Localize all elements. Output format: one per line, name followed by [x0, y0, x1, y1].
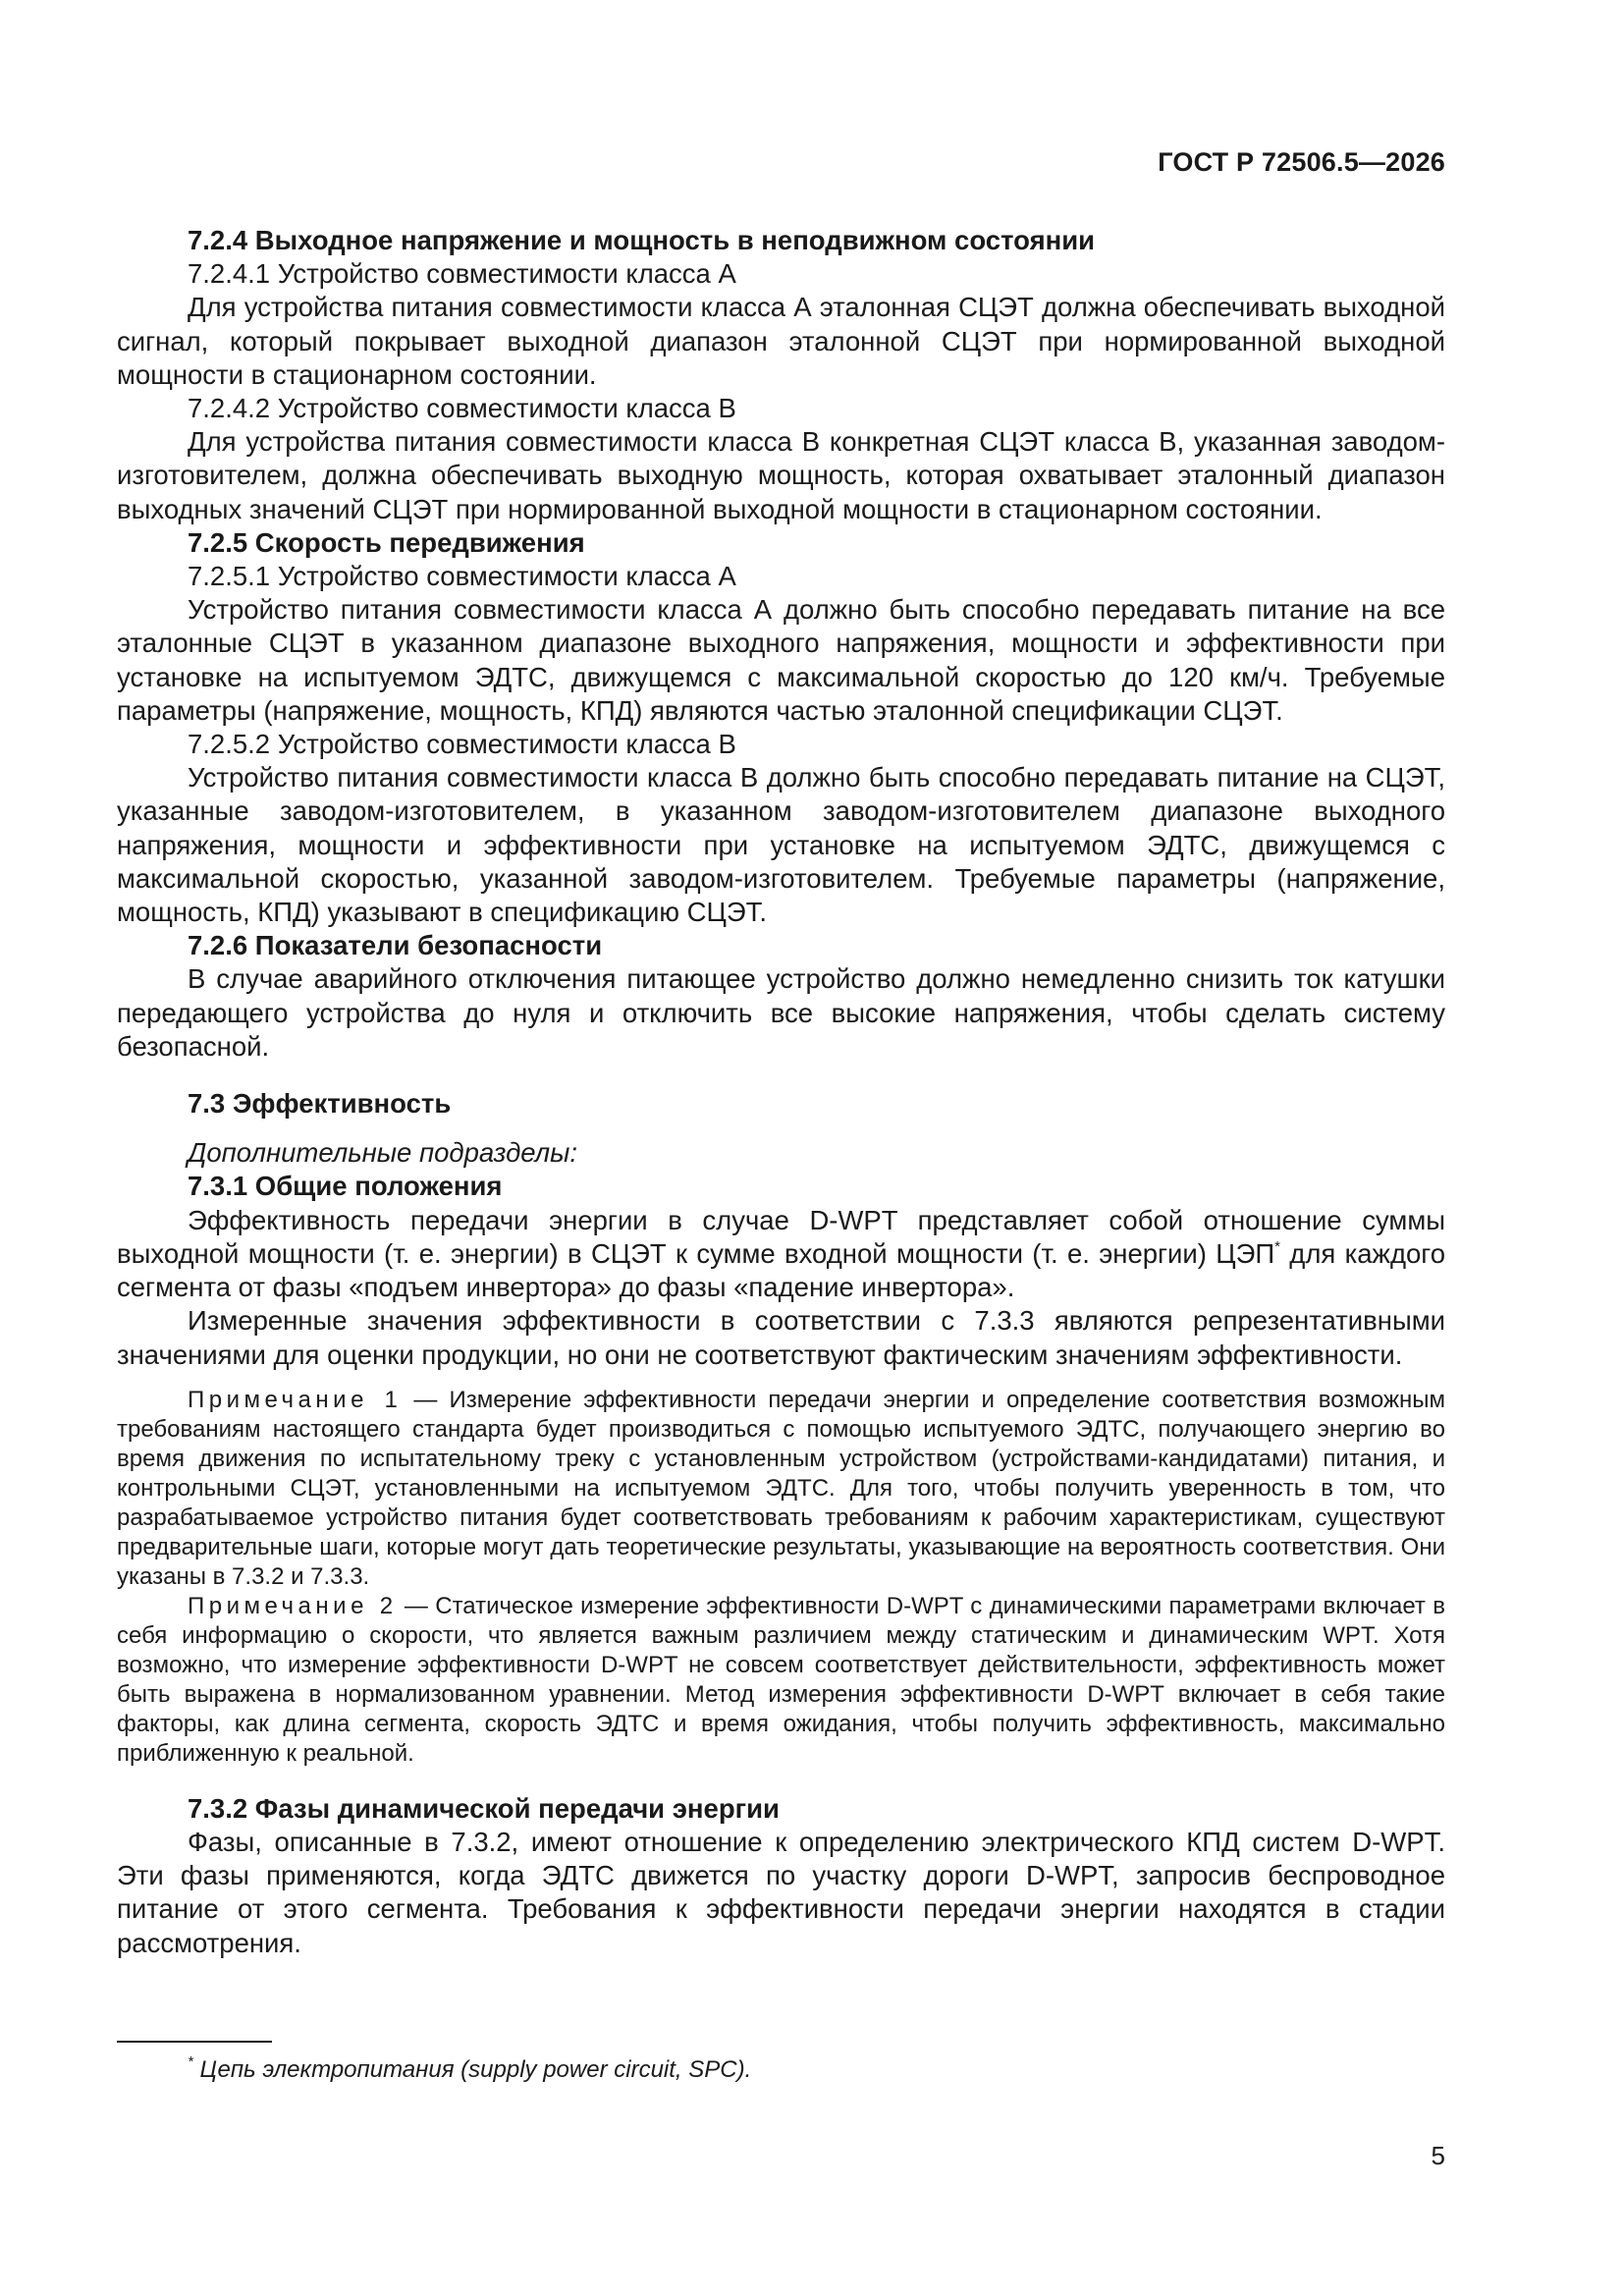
section-7-2-5-heading: 7.2.5 Скорость передвижения — [188, 526, 585, 558]
footnote — [188, 2053, 752, 2084]
section-7-2-4-2-heading: 7.2.4.2 Устройство совместимости класса В — [188, 393, 736, 424]
section-7-2-5-2-text: Устройство питания совместимости класса В должно быть способно передавать питание на СЦЭТ, указанные заводом-изготовителем, в указанном заводом-изготовителем диапазоне выходного напряжения, мощности и эффективности при установке на испытуемом ЭДТС, движущемся с максимальной скоростью, указанной заводом-изготовителем. Требуемые параметры (напряжение, мощность, КПД) указывают в спецификацию СЦЭТ. — [117, 762, 1445, 928]
section-7-2-5-2-heading: 7.2.5.2 Устройство совместимости класса В — [188, 729, 736, 760]
note-1-text: — Измерение эффективности передачи энергии и определение соответствия возможным требованиям настоящего стандарта будет производиться с помощью испытуемого ЭДТС, получающего энергию во время движения по испытательному треку с установленным устройством (устройствами-кандидатами) питания, и контрольными СЦЭТ, установленными на испытуемом ЭДТС. Для того, чтобы получить уверенность в том, что разрабатываемое устройство питания будет соответствовать требованиям к рабочим характеристикам, существуют предварительные шаги, которые могут дать теоретические результаты, указывающие на вероятность соответствия. Они указаны в 7.3.2 и 7.3.3. — [117, 1386, 1446, 1590]
section-7-3-1-paragraph-2: Измеренные значения эффективности в соответствии с 7.3.3 являются репрезентативными значениями для оценки продукции, но они не соответствуют фактическим значениям эффективности. — [117, 1305, 1445, 1370]
section-7-2-6-heading: 7.2.6 Показатели безопасности — [188, 930, 603, 961]
section-7-3-2-heading: 7.3.2 Фазы динамической передачи энергии — [188, 1792, 780, 1824]
document-header: ГОСТ Р 72506.5—2026 — [1158, 147, 1445, 177]
additional-subsections-label: Дополнительные подразделы: — [188, 1137, 578, 1169]
paragraph-text: Эффективность передачи энергии в случае D-WPT представляет собой отношение суммы выходной мощности (т. е. энергии) в СЦЭТ к сумме входной мощности (т. е. энергии) ЦЭП — [117, 1204, 1445, 1269]
document-body — [117, 224, 1445, 1960]
note-1 — [117, 1386, 1445, 1592]
paragraph-text-continued: для каждого сегмента от фазы «подъем инвертора» до фазы «падение инвертора». — [117, 1237, 1445, 1303]
section-7-3-heading: 7.3 Эффективность — [188, 1088, 452, 1120]
footnote-reference: * — [1274, 1237, 1280, 1255]
note-2-label: Примечание 2 — [188, 1592, 398, 1619]
footnote-text: Цепь электропитания (supply power circuit, SPC). — [192, 2056, 752, 2083]
section-7-2-4-1-heading: 7.2.4.1 Устройство совместимости класса А — [188, 258, 736, 290]
note-1-label: Примечание 1 — [188, 1386, 403, 1413]
document-page — [117, 0, 1445, 2296]
section-7-3-1-paragraph-1 — [117, 1204, 1445, 1305]
section-7-2-4-heading: 7.2.4 Выходное напряжение и мощность в неподвижном состоянии — [188, 225, 1096, 255]
section-7-2-4-1-text: Для устройства питания совместимости класса А эталонная СЦЭТ должна обеспечивать выходной сигнал, который покрывает выходной диапазон эталонной СЦЭТ при нормированной выходной мощности в стационарном состоянии. — [117, 292, 1445, 390]
note-2-text: — Статическое измерение эффективности D-WPT с динамическими параметрами включает в себя информацию о скорости, что является важным различием между статическим и динамическим WPT. Хотя возможно, что измерение эффективности D-WPT не совсем соответствует действительности, эффективность может быть выражена в нормализованном уравнении. Метод измерения эффективности D-WPT включает в себя такие факторы, как длина сегмента, скорость ЭДТС и время ожидания, чтобы получить эффективность, максимально приближенную к реальной. — [117, 1592, 1445, 1767]
section-7-3-1-heading: 7.3.1 Общие положения — [188, 1171, 503, 1202]
section-7-2-6-text: В случае аварийного отключения питающее устройство должно немедленно снизить ток катушки передающего устройства до нуля и отключить все высокие напряжения, чтобы сделать систему безопасной. — [117, 963, 1445, 1062]
note-2 — [117, 1592, 1445, 1769]
section-7-2-5-1-heading: 7.2.5.1 Устройство совместимости класса А — [188, 561, 736, 592]
section-7-2-5-1-text: Устройство питания совместимости класса А должно быть способно передавать питание на все эталонные СЦЭТ в указанном диапазоне выходного напряжения, мощности и эффективности при установке на испытуемом ЭДТС, движущемся с максимальной скоростью до 120 км/ч. Требуемые параметры (напряжение, мощность, КПД) являются частью эталонной спецификации СЦЭТ. — [117, 594, 1445, 726]
footnote-mark: * — [188, 2053, 193, 2070]
section-7-2-4-2-text: Для устройства питания совместимости класса В конкретная СЦЭТ класса В, указанная заводом-изготовителем, должна обеспечивать выходную мощность, которая охватывает эталонный диапазон выходных значений СЦЭТ при нормированной выходной мощности в стационарном состоянии. — [117, 426, 1445, 524]
section-7-3-2-text: Фазы, описанные в 7.3.2, имеют отношение к определению электрического КПД систем D-WPT. Эти фазы применяются, когда ЭДТС движется по участку дороги D-WPT, запросив беспроводное питание от этого сегмента. Требования к эффективности передачи энергии находятся в стадии рассмотрения. — [117, 1826, 1445, 1958]
footnote-separator — [117, 2041, 272, 2043]
page-number: 5 — [1431, 2141, 1445, 2170]
